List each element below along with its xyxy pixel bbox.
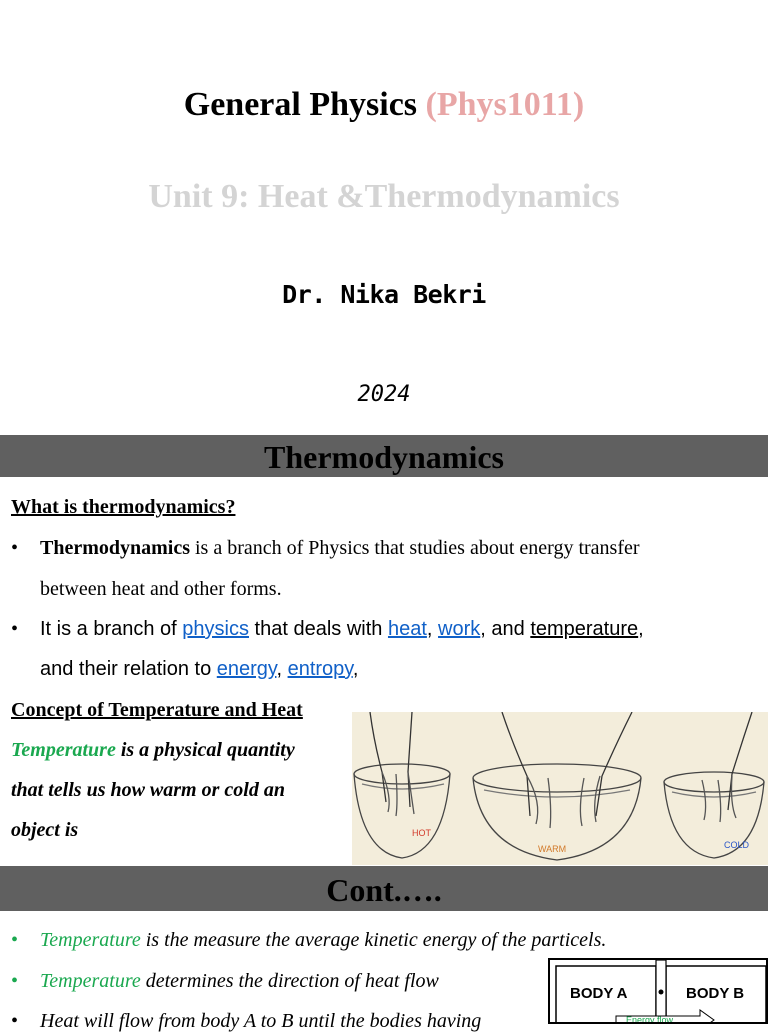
- hands-in-bowls-image: [352, 712, 768, 865]
- term-temperature-green: Temperature: [40, 929, 141, 951]
- hot-label: HOT: [412, 828, 431, 838]
- link-physics[interactable]: physics: [182, 618, 249, 640]
- course-code: (Phys1011): [425, 86, 585, 123]
- text: ,: [352, 658, 359, 680]
- link-entropy[interactable]: entropy: [287, 658, 353, 680]
- bullet-thermodynamics-definition: [11, 537, 640, 560]
- text: and their relation to: [40, 658, 217, 680]
- bullet-temperature-direction: [11, 970, 439, 993]
- text: ,: [426, 618, 439, 640]
- text: Heat will flow from body A to B until the bodies having: [40, 1010, 482, 1032]
- bullet-dot: •: [11, 970, 19, 992]
- slide-header-cont: Cont.….: [0, 866, 768, 911]
- author-name: Dr. Nika Bekri: [282, 280, 486, 309]
- unit-title: Unit 9: Heat &Thermodynamics: [148, 178, 620, 215]
- text: is the measure the average kinetic energy of the particels.: [140, 929, 607, 951]
- bullet-dot: •: [11, 618, 19, 640]
- term-temperature-green: Temperature: [11, 739, 116, 761]
- question-heading: What is thermodynamics?: [11, 496, 236, 518]
- temperature-definition-line1: [11, 739, 295, 762]
- slide-header-thermodynamics: Thermodynamics: [0, 435, 768, 477]
- term-temperature: temperature: [530, 618, 639, 640]
- text: is a physical quantity: [115, 739, 295, 761]
- bullet-temperature-kinetic: [11, 929, 606, 952]
- term-temperature-green: Temperature: [40, 970, 141, 992]
- definition-text: is a branch of Physics that studies about energy transfer: [190, 537, 640, 559]
- bullet-dot: •: [11, 929, 19, 951]
- bowls-illustration: [352, 712, 768, 865]
- bullet-branch-continuation: [40, 658, 358, 681]
- year: 2024: [357, 382, 411, 407]
- cold-label: COLD: [724, 840, 750, 850]
- energy-flow-label: Energy flow: [626, 1015, 674, 1022]
- bullet-branch-of-physics: [11, 618, 644, 641]
- text: It is a branch of: [40, 618, 183, 640]
- text: ,: [276, 658, 288, 680]
- temperature-definition-line2: that tells us how warm or cold an: [11, 779, 285, 801]
- term-thermodynamics: Thermodynamics: [40, 537, 190, 559]
- text: that deals with: [249, 618, 388, 640]
- bullet-dot: •: [11, 1010, 19, 1032]
- link-heat[interactable]: heat: [387, 618, 427, 640]
- bullet-dot: •: [11, 537, 19, 559]
- course-name: General Physics: [183, 86, 418, 123]
- bullet-heat-flow: [11, 1010, 481, 1033]
- link-energy[interactable]: energy: [216, 658, 277, 680]
- body-a-label: BODY A: [570, 985, 628, 1002]
- text: ,: [638, 618, 644, 640]
- definition-continuation: between heat and other forms.: [40, 578, 282, 600]
- concept-heading: Concept of Temperature and Heat: [11, 699, 303, 721]
- body-diagram-svg: [550, 960, 766, 1022]
- body-energy-diagram: [548, 958, 768, 1024]
- course-title: [0, 86, 768, 124]
- warm-label: WARM: [538, 844, 567, 854]
- temperature-definition-line3: object is: [11, 819, 79, 841]
- body-b-label: BODY B: [686, 985, 745, 1002]
- link-work[interactable]: work: [438, 618, 481, 640]
- text: , and: [480, 618, 531, 640]
- text: determines the direction of heat flow: [140, 970, 439, 992]
